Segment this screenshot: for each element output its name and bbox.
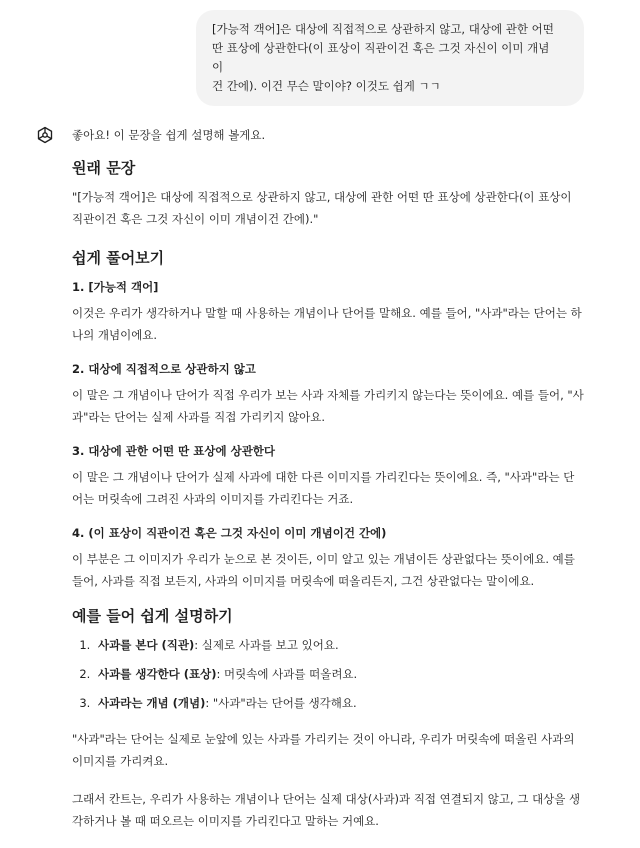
example-list	[72, 634, 584, 714]
section-3	[72, 440, 584, 510]
assistant-reply	[72, 124, 584, 848]
section-title: 4. (이 표상이 직관이건 혹은 그것 자신이 이미 개념이건 간에)	[72, 526, 387, 540]
section-1	[72, 276, 584, 346]
section-body: 이 말은 그 개념이나 단어가 직접 우리가 보는 사과 자체를 가리키지 않는다는 뜻이에요. 예를 들어, "사과"라는 단어는 실제 사과를 직접 가리키지 않아요.	[72, 388, 584, 424]
list-item-text: : "사과"라는 단어를 생각해요.	[205, 696, 357, 710]
section-body: 이 부분은 그 이미지가 우리가 눈으로 본 것이든, 이미 알고 있는 개념이든 상관없다는 뜻이에요. 예를 들어, 사과를 직접 보든지, 사과의 이미지를 머릿속에 떠올리든지, 그건 상관없다는 말이에요.	[72, 552, 575, 588]
section-body: 이것은 우리가 생각하거나 말할 때 사용하는 개념이나 단어를 말해요. 예를 들어, "사과"라는 단어는 하나의 개념이에요.	[72, 306, 582, 342]
list-item-bold: 사과라는 개념 (개념)	[98, 696, 206, 710]
openai-logo-icon	[34, 124, 56, 146]
section-4	[72, 522, 584, 592]
heading-easy-explanation: 쉽게 풀어보기	[72, 249, 165, 267]
list-item	[94, 692, 584, 714]
paragraph-2: 그래서 칸트는, 우리가 사용하는 개념이나 단어는 실제 대상(사과)과 직접 연결되지 않고, 그 대상을 생각하거나 볼 때 떠오르는 이미지를 가리킨다고 말하는 거예요.	[72, 792, 581, 828]
section-title: 3. 대상에 관한 어떤 딴 표상에 상관한다	[72, 444, 276, 458]
section-2	[72, 358, 584, 428]
section-title: 2. 대상에 직접적으로 상관하지 않고	[72, 362, 256, 376]
heading-example: 예를 들어 쉽게 설명하기	[72, 607, 233, 625]
list-item-bold: 사과를 본다 (직관)	[98, 638, 195, 652]
user-message-bubble: [가능적 객어]은 대상에 직접적으로 상관하지 않고, 대상에 관한 어떤 딴 표상에 상관한다(이 표상이 직관이건 혹은 그것 자신이 이미 개념 이 건 간에). 이건 무슨 말이야? 이것도 쉽게 ㄱㄱ	[196, 10, 584, 106]
section-title: 1. [가능적 객어]	[72, 280, 159, 294]
heading-original-sentence: 원래 문장	[72, 159, 136, 177]
list-item	[94, 634, 584, 656]
list-item-text: : 실제로 사과를 보고 있어요.	[194, 638, 339, 652]
section-body: 이 말은 그 개념이나 단어가 실제 사과에 대한 다른 이미지를 가리킨다는 뜻이에요. 즉, "사과"라는 단어는 머릿속에 그려진 사과의 이미지를 가리킨다는 거죠.	[72, 470, 575, 506]
original-quote: "[가능적 객어]은 대상에 직접적으로 상관하지 않고, 대상에 관한 어떤 딴 표상에 상관한다(이 표상이 직관이건 혹은 그것 자신이 이미 개념이건 간에)."	[72, 190, 572, 226]
paragraph-1: "사과"라는 단어는 실제로 눈앞에 있는 사과를 가리키는 것이 아니라, 우리가 머릿속에 떠올린 사과의 이미지를 가리켜요.	[72, 732, 575, 768]
list-item	[94, 663, 584, 685]
list-item-text: : 머릿속에 사과를 떠올려요.	[216, 667, 358, 681]
reply-intro: 좋아요! 이 문장을 쉽게 설명해 볼게요.	[72, 128, 266, 142]
list-item-bold: 사과를 생각한다 (표상)	[98, 667, 217, 681]
